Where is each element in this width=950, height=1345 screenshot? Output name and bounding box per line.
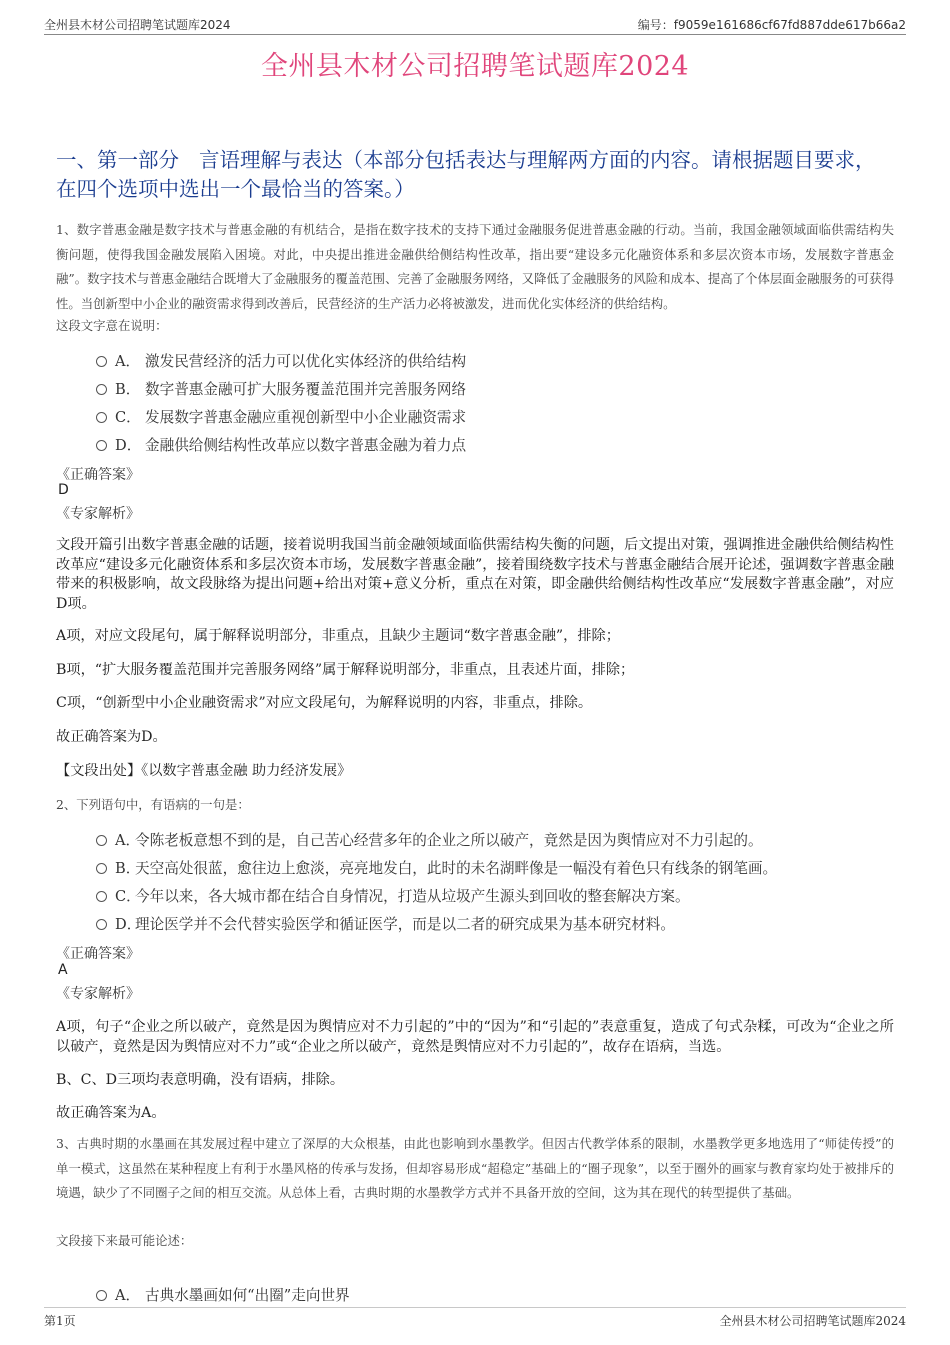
question-3-text: 3、古典时期的水墨画在其发展过程中建立了深厚的大众根基，由此也影响到水墨教学。但因古代教学体系的限制，水墨教学更多地选用了“师徒传授”的单一模式，这虽然在某种程度上有利于水墨风格的传承与发扬，但却容易形成“超稳定”基础上的“圈子现象”，以至于圈外的画家与教育家均处于被排斥的境遇，缺少了不同圈子之间的相互交流。从总体上看，古典时期的水墨教学方式并不具备开放的空间，这为其在现代的转型提供了基础。 bbox=[56, 1136, 894, 1201]
header-doc-name: 全州县木材公司招聘笔试题库2024 bbox=[44, 18, 231, 32]
section-description: 言语理解与表达（本部分包括表达与理解两方面的内容。请根据题目要求，在四个选项中选出一个最恰当的答案。） bbox=[56, 148, 876, 201]
question-1-analysis-a: A项，对应文段尾句，属于解释说明部分，非重点，且缺少主题词“数字普惠金融”，排除； bbox=[56, 628, 620, 644]
option-text: 数字普惠金融可扩大服务覆盖范围并完善服务网络 bbox=[145, 381, 467, 398]
question-1-option-d[interactable] bbox=[96, 434, 466, 455]
question-2-option-a[interactable] bbox=[96, 829, 763, 850]
question-1-analysis-c: C项，“创新型中小企业融资需求”对应文段尾句，为解释说明的内容，非重点，排除。 bbox=[56, 695, 593, 711]
question-1-text: 1、数字普惠金融是数字技术与普惠金融的有机结合，是指在数字技术的支持下通过金融服务促进普惠金融的行动。当前，我国金融领域面临供需结构失衡问题，使得我国金融发展陷入困境。对此，中央提出推进金融供给侧结构性改革，指出要“建设多元化融资体系和多层次资本市场，发展数字普惠金融”。数字技术与普惠金融结合既增大了金融服务的覆盖范围、完善了金融服务网络，又降低了金融服务的风险和成本、提高了个体层面金融服务的可获得性。当创新型中小企业的融资需求得到改善后，民营经济的生产活力必将被激发，进而优化实体经济的供给结构。 bbox=[56, 222, 894, 311]
page-header bbox=[44, 14, 906, 35]
radio-icon[interactable] bbox=[96, 356, 107, 367]
radio-icon[interactable] bbox=[96, 891, 107, 902]
option-text: 天空高处很蓝，愈往边上愈淡，亮亮地发白，此时的未名湖畔像是一幅没有着色只有线条的钢笔画。 bbox=[135, 860, 778, 877]
option-letter: B． bbox=[115, 860, 141, 877]
footer-doc-name: 全州县木材公司招聘笔试题库2024 bbox=[719, 1314, 906, 1328]
option-text: 金融供给侧结构性改革应以数字普惠金融为着力点 bbox=[145, 437, 467, 454]
question-3-prompt: 文段接下来最可能论述： bbox=[56, 1233, 193, 1248]
question-1-analysis-b: B项，“扩大服务覆盖范围并完善服务网络”属于解释说明部分，非重点，且表述片面，排除； bbox=[56, 662, 635, 678]
footer-divider bbox=[44, 1307, 906, 1308]
option-letter: D． bbox=[115, 437, 142, 454]
header-code-value: f9059e161686cf67fd887dde617b66a2 bbox=[673, 18, 906, 32]
question-1-answer: D bbox=[58, 482, 69, 498]
section-number: 一、第一部分 bbox=[56, 148, 179, 172]
question-2-analysis-bcd: B、C、D三项均表意明确，没有语病，排除。 bbox=[56, 1072, 345, 1088]
question-2-analysis-label: 《专家解析》 bbox=[56, 986, 140, 1002]
radio-icon[interactable] bbox=[96, 412, 107, 423]
option-text: 今年以来，各大城市都在结合自身情况，打造从垃圾产生源头到回收的整套解决方案。 bbox=[135, 888, 690, 905]
question-1-analysis-main: 文段开篇引出数字普惠金融的话题，接着说明我国当前金融领域面临供需结构失衡的问题，后文提出对策，强调推进金融供给侧结构性改革应“建设多元化融资体系和多层次资本市场，发展数字普惠金融”，接着围绕数字技术与普惠金融结合展开论述，强调数字普惠金融带来的积极影响，故文段脉络为提出问题+给出对策+意义分析，重点在对策，即金融供给侧结构性改革应“发展数字普惠金融”，对应D项。 bbox=[56, 537, 894, 612]
question-2-text: 2、下列语句中，有语病的一句是： bbox=[56, 797, 250, 812]
radio-icon[interactable] bbox=[96, 440, 107, 451]
question-2-option-d[interactable] bbox=[96, 913, 675, 934]
question-1-answer-label: 《正确答案》 bbox=[56, 467, 140, 483]
option-text: 激发民营经济的活力可以优化实体经济的供给结构 bbox=[145, 353, 467, 370]
question-2-answer: A bbox=[58, 962, 68, 978]
radio-icon[interactable] bbox=[96, 384, 107, 395]
question-3-option-a[interactable] bbox=[96, 1284, 350, 1305]
question-1-prompt: 这段文字意在说明： bbox=[56, 318, 168, 333]
question-2-conclusion: 故正确答案为A。 bbox=[56, 1105, 166, 1121]
option-letter: C． bbox=[115, 888, 141, 905]
option-text: 令陈老板意想不到的是，自己苦心经营多年的企业之所以破产，竟然是因为舆情应对不力引起的。 bbox=[135, 832, 763, 849]
option-text: 古典水墨画如何“出圈”走向世界 bbox=[145, 1287, 350, 1304]
question-2-option-b[interactable] bbox=[96, 857, 777, 878]
option-letter: A． bbox=[115, 353, 141, 370]
question-1-option-c[interactable] bbox=[96, 406, 466, 427]
question-1-conclusion: 故正确答案为D。 bbox=[56, 729, 167, 745]
question-2-analysis-main: A项，句子“企业之所以破产，竟然是因为舆情应对不力引起的”中的“因为”和“引起的”表意重复，造成了句式杂糅，可改为“企业之所以破产，竟然是因为舆情应对不力”或“企业之所以破产，竟然是舆情应对不力引起的”，故存在语病，当选。 bbox=[56, 1019, 894, 1055]
option-letter: B． bbox=[115, 381, 141, 398]
option-text: 理论医学并不会代替实验医学和循证医学，而是以二者的研究成果为基本研究材料。 bbox=[135, 916, 675, 933]
radio-icon[interactable] bbox=[96, 919, 107, 930]
radio-icon[interactable] bbox=[96, 835, 107, 846]
radio-icon[interactable] bbox=[96, 1290, 107, 1301]
document-title: 全州县木材公司招聘笔试题库2024 bbox=[260, 51, 690, 82]
section-heading bbox=[56, 146, 890, 204]
question-1-source: 【文段出处】《以数字普惠金融 助力经济发展》 bbox=[56, 763, 352, 779]
question-1-option-b[interactable] bbox=[96, 378, 466, 399]
option-letter: A． bbox=[115, 1287, 141, 1304]
option-text: 发展数字普惠金融应重视创新型中小企业融资需求 bbox=[145, 409, 467, 426]
radio-icon[interactable] bbox=[96, 863, 107, 874]
question-1-analysis-label: 《专家解析》 bbox=[56, 506, 140, 522]
option-letter: A． bbox=[115, 832, 141, 849]
question-1-option-a[interactable] bbox=[96, 350, 466, 371]
option-letter: D． bbox=[115, 916, 142, 933]
header-code-label: 编号： bbox=[637, 18, 674, 32]
question-2-answer-label: 《正确答案》 bbox=[56, 946, 140, 962]
option-letter: C． bbox=[115, 409, 141, 426]
footer-page-number: 第1页 bbox=[44, 1314, 76, 1328]
header-doc-code bbox=[638, 16, 906, 33]
question-2-option-c[interactable] bbox=[96, 885, 690, 906]
